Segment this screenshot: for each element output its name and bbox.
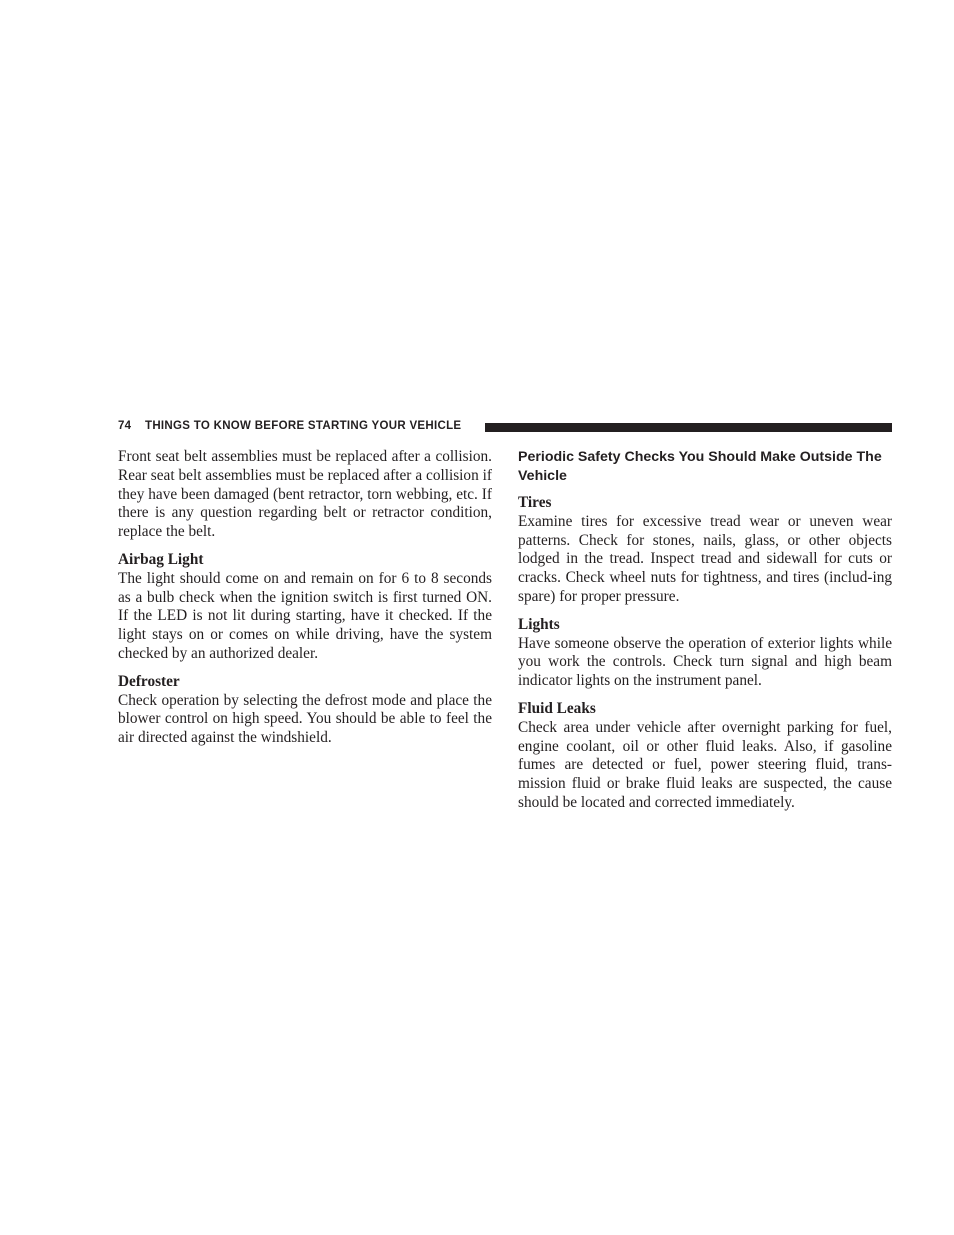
header-rule — [485, 423, 892, 432]
tires-paragraph: Examine tires for excessive tread wear or uneven wear patterns. Check for stones, nails, glass, or other objects lodged in the tread. Inspect tread and sidewall for cuts or cracks. Check wheel nuts for tightness, and tires (includ-ing spare) for proper pressure. — [518, 512, 892, 605]
left-column — [118, 448, 492, 748]
page-header — [118, 419, 892, 435]
fluid-leaks-paragraph: Check area under vehicle after overnight parking for fuel, engine coolant, oil or other fluid leaks. Also, if gasoline fumes are detected or fuel, power steering fluid, trans-mission fluid or brake fluid leaks are suspected, the cause should be located and corrected immediately. — [518, 718, 892, 811]
tires-heading: Tires — [518, 494, 552, 511]
defroster-paragraph: Check operation by selecting the defrost mode and place the blower control on high speed. You should be able to feel the air directed against the windshield. — [118, 691, 492, 747]
seat-belt-paragraph: Front seat belt assemblies must be replaced after a collision. Rear seat belt assemblies must be replaced after a collision if they have been damaged (bent retractor, torn webbing, etc. If there is any question regarding belt or retractor condition, replace the belt. — [118, 448, 492, 541]
airbag-light-heading: Airbag Light — [118, 550, 204, 568]
periodic-safety-checks-heading: Periodic Safety Checks You Should Make Outside The Vehicle — [518, 449, 882, 484]
page-number: 74 — [118, 420, 132, 432]
fluid-leaks-heading: Fluid Leaks — [518, 699, 596, 717]
right-column — [518, 448, 892, 813]
lights-heading: Lights — [518, 615, 560, 633]
lights-paragraph: Have someone observe the operation of exterior lights while you work the controls. Check turn signal and high beam indicator lights on the instrument panel. — [518, 634, 892, 690]
airbag-light-paragraph: The light should come on and remain on for 6 to 8 seconds as a bulb check when the ignition switch is first turned ON. If the LED is not lit during starting, have it checked. If the light stays on or comes on while driving, have the system checked by an authorized dealer. — [118, 569, 492, 662]
defroster-heading: Defroster — [118, 672, 180, 690]
section-title: THINGS TO KNOW BEFORE STARTING YOUR VEHICLE — [145, 420, 462, 432]
